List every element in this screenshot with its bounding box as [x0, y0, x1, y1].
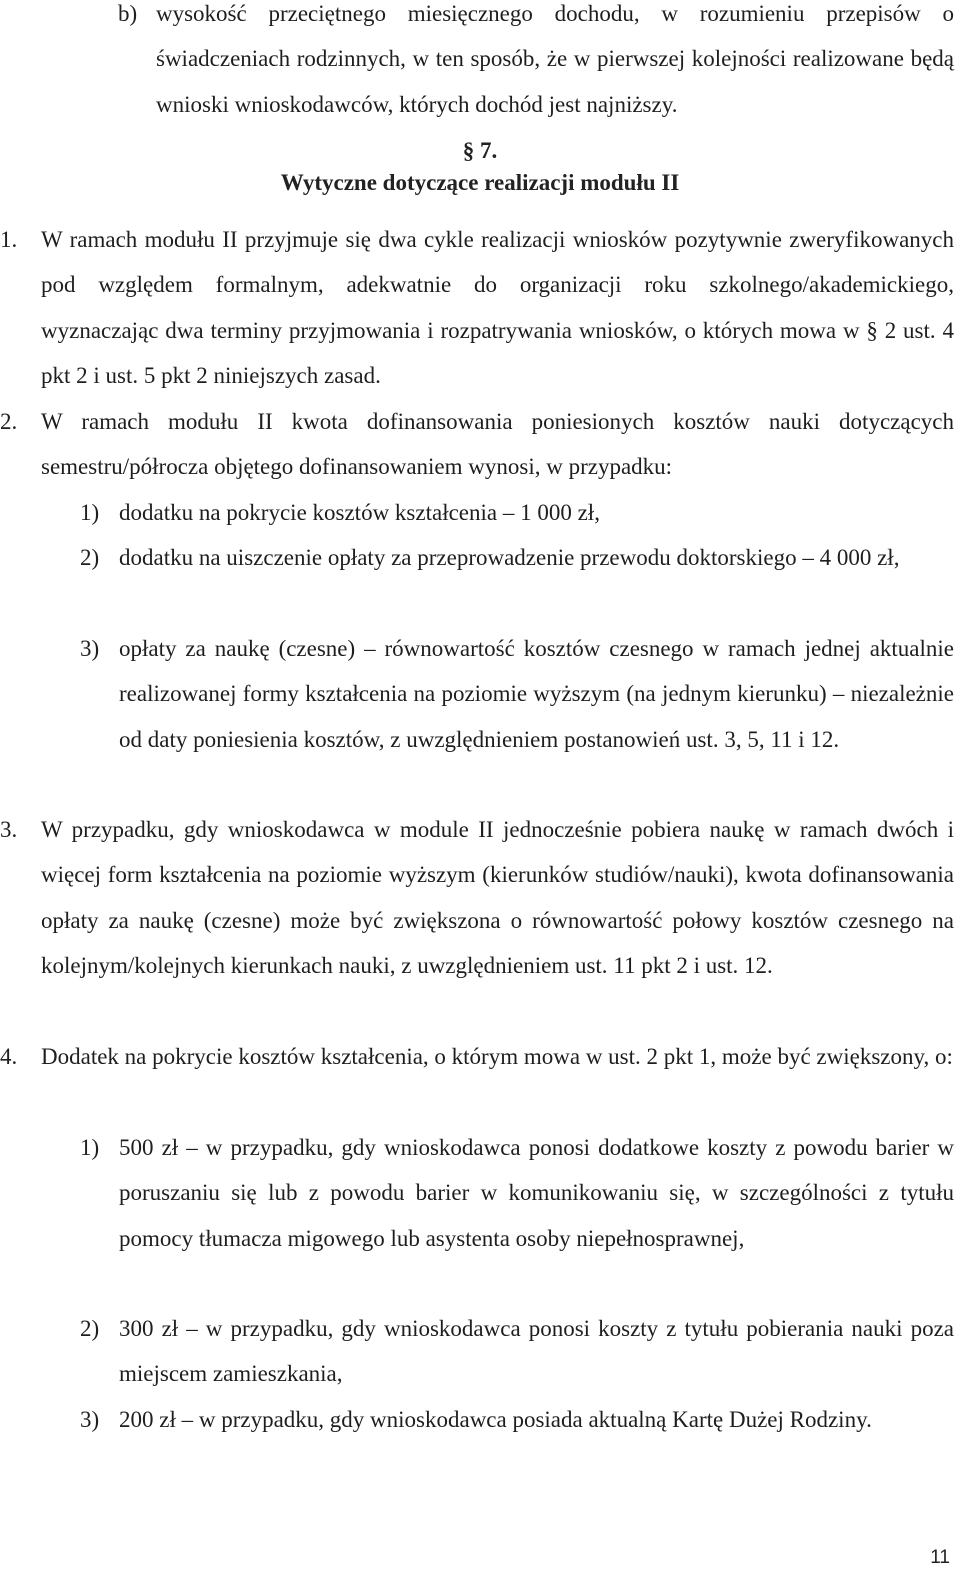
subpoint-text: opłaty za naukę (czesne) – równowartość kosztów czesnego w ramach jednej aktualnie realizowanej formy kształcenia na poziomie wyższym (na jednym kierunku) – niezależnie od daty poniesienia kosztów, z uwzględnieniem postanowień ust. 3, 5, 11 i 12. — [119, 636, 954, 752]
section-number: § 7. — [462, 138, 498, 163]
point-marker: 4. — [0, 1044, 18, 1069]
item-marker: b) — [118, 1, 138, 26]
point-text: W ramach modułu II kwota dofinansowania poniesionych kosztów nauki dotyczących semestru/półrocza objętego dofinansowaniem wynosi, w przypadku: — [41, 409, 954, 480]
subpoint-text: 500 zł – w przypadku, gdy wnioskodawca ponosi dodatkowe koszty z powodu barier w poruszaniu się lub z powodu barier w komunikowaniu się, w szczególności z tytułu pomocy tłumacza migowego lub asystenta osoby niepełnosprawnej, — [119, 1135, 954, 1251]
subpoint-text: dodatku na uiszczenie opłaty za przeprowadzenie przewodu doktorskiego – 4 000 zł, — [119, 545, 900, 570]
subpoint-text: 200 zł – w przypadku, gdy wnioskodawca posiada aktualną Kartę Dużej Rodziny. — [119, 1407, 872, 1432]
item-text: wysokość przeciętnego miesięcznego dochodu, w rozumieniu przepisów o świadczeniach rodzinnych, w ten sposób, że w pierwszej kolejności realizowane będą wnioski wnioskodawców, których dochód jest najniższy. — [156, 1, 954, 117]
subpoint-text: 300 zł – w przypadku, gdy wnioskodawca ponosi koszty z tytułu pobierania nauki poza miejscem zamieszkania, — [119, 1316, 954, 1387]
subpoint-marker: 3) — [80, 636, 100, 661]
subpoint-marker: 3) — [80, 1407, 100, 1432]
subpoint-text: dodatku na pokrycie kosztów kształcenia – 1 000 zł, — [119, 500, 600, 525]
point-marker: 2. — [0, 409, 18, 434]
subpoint-marker: 2) — [80, 545, 100, 570]
page-number: 11 — [930, 1547, 950, 1568]
point-text: W przypadku, gdy wnioskodawca w module II jednocześnie pobiera naukę w ramach dwóch i więcej form kształcenia na poziomie wyższym (kierunków studiów/nauki), kwota dofinansowania opłaty za naukę (czesne) może być zwiększona o równowartość połowy kosztów czesnego na kolejnym/kolejnych kierunkach nauki, z uwzględnieniem ust. 11 pkt 2 i ust. 12. — [41, 817, 954, 979]
point-text: Dodatek na pokrycie kosztów kształcenia, o którym mowa w ust. 2 pkt 1, może być zwiększony, o: — [41, 1044, 953, 1069]
subpoint-marker: 1) — [80, 1135, 100, 1160]
point-marker: 3. — [0, 817, 18, 842]
subpoint-marker: 1) — [80, 500, 100, 525]
section-title: Wytyczne dotyczące realizacji modułu II — [280, 170, 680, 195]
subpoint-marker: 2) — [80, 1316, 100, 1341]
point-marker: 1. — [0, 227, 18, 252]
point-text: W ramach modułu II przyjmuje się dwa cykle realizacji wniosków pozytywnie zweryfikowanych pod względem formalnym, adekwatnie do organizacji roku szkolnego/akademickiego, wyznaczając dwa terminy przyjmowania i rozpatrywania wniosków, o których mowa w § 2 ust. 4 pkt 2 i ust. 5 pkt 2 niniejszych zasad. — [41, 227, 954, 389]
